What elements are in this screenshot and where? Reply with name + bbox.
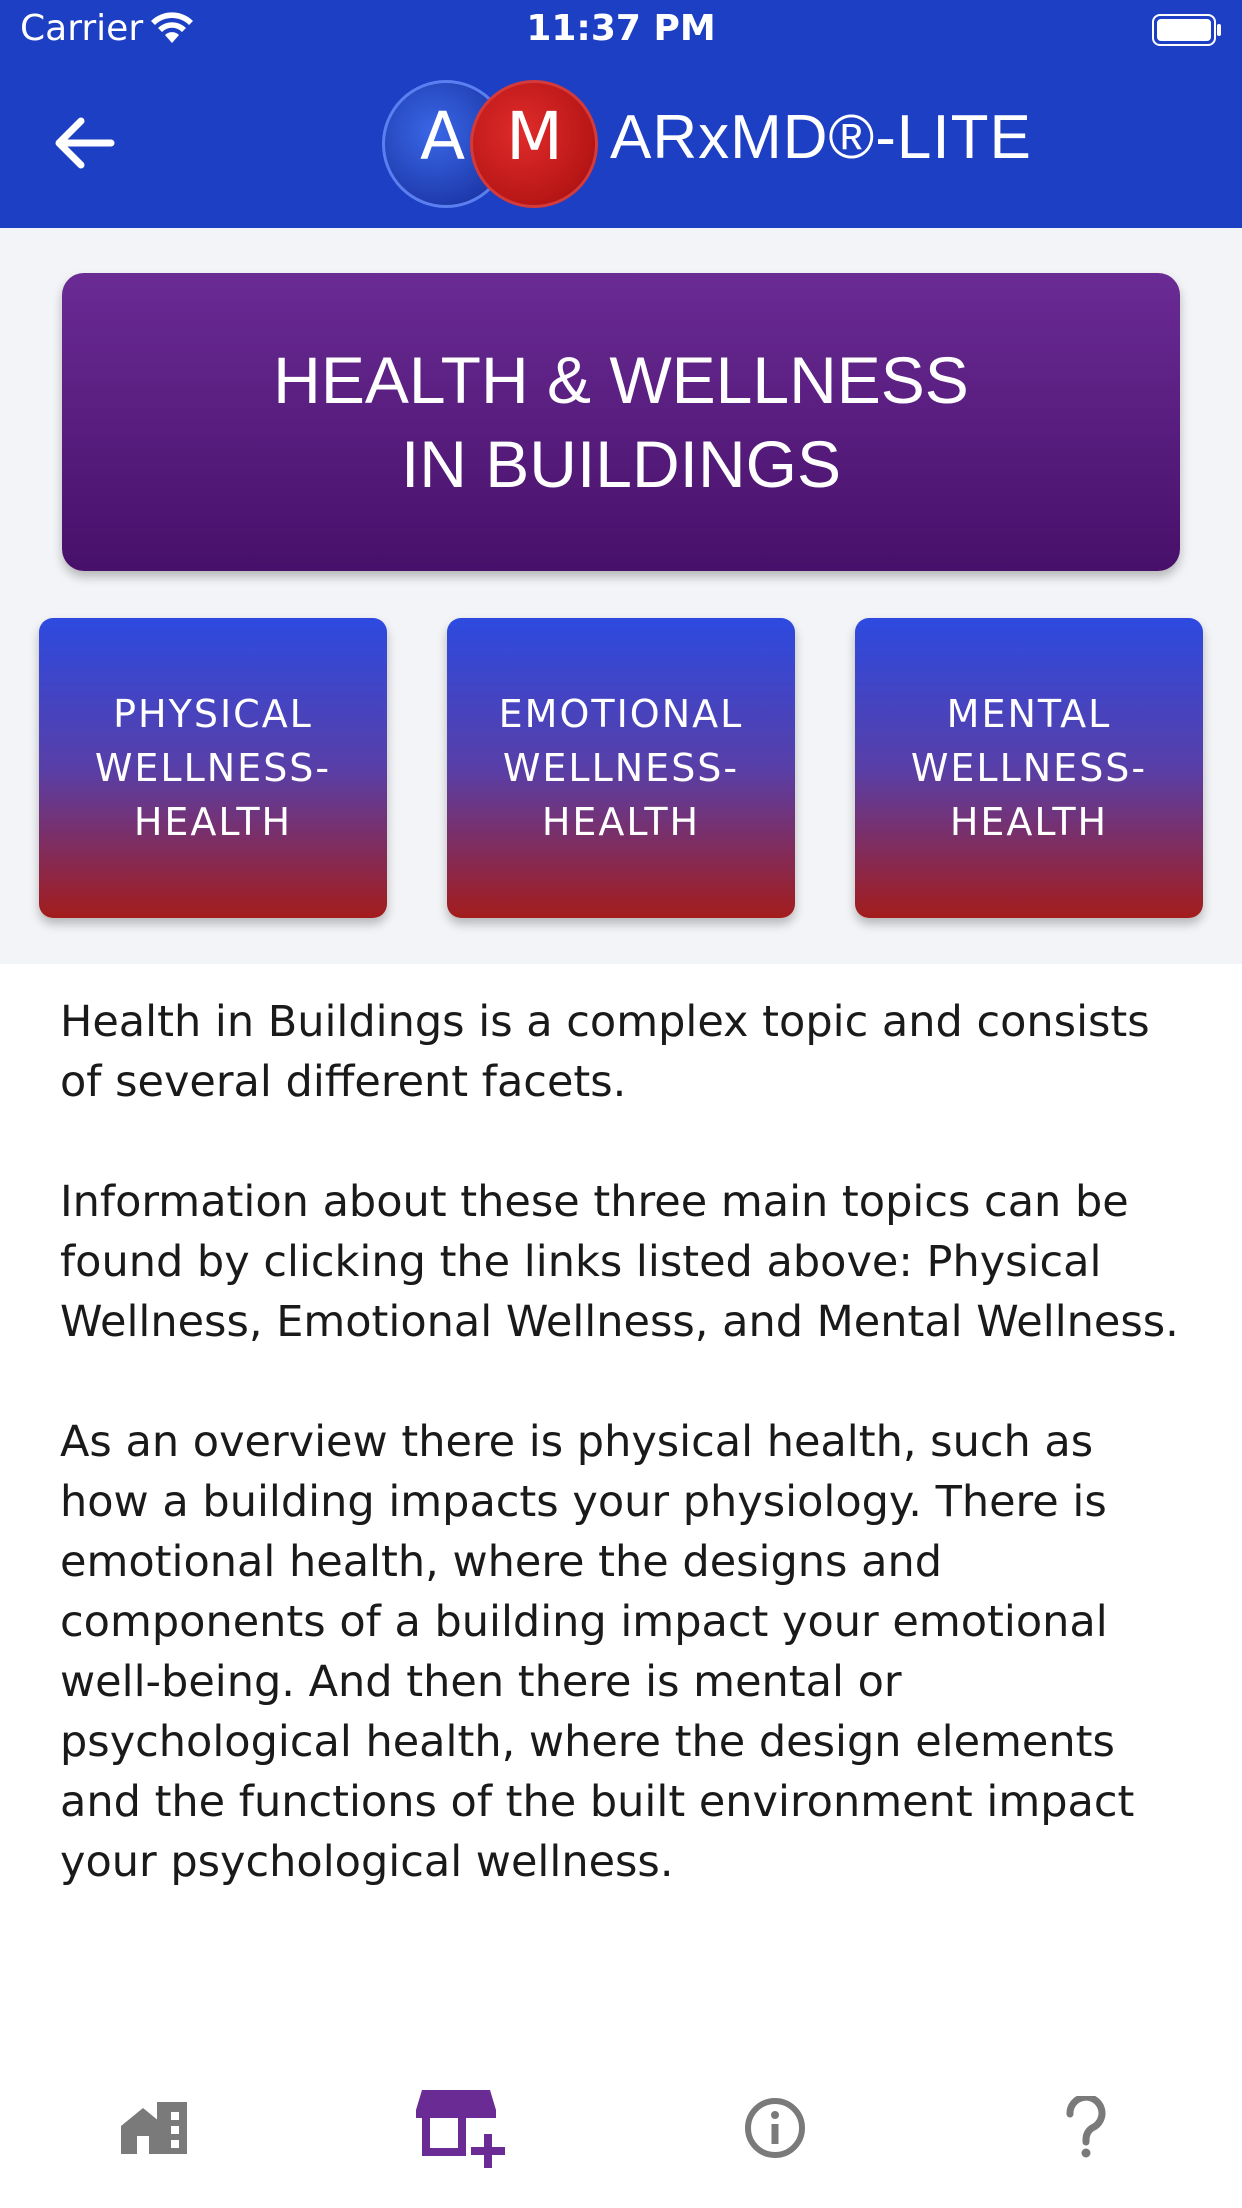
content-body <box>60 992 1190 1952</box>
banner-title-line-2: IN BUILDINGS <box>400 427 842 501</box>
card-label-line: PHYSICAL <box>113 692 313 736</box>
physical-wellness-card[interactable] <box>39 618 387 918</box>
info-icon <box>743 2096 807 2160</box>
status-time: 11:37 PM <box>526 8 716 49</box>
content-paragraph: Information about these three main topics can be found by clicking the links listed above: Physical Wellness, Emotional Wellness, and Mental Wellness. <box>60 1177 1179 1347</box>
banner-title-line-1: HEALTH & WELLNESS <box>273 343 969 417</box>
back-arrow-icon <box>51 115 115 171</box>
back-button[interactable] <box>48 108 118 178</box>
content-paragraph: As an overview there is physical health, such as how a building impacts your physiology. There is emotional health, where the designs and components of a building impact your emotional well-being. And then there is mental or psychological health, where the design elements and the functions of the built environment impact your psychological wellness. <box>60 1417 1135 1887</box>
app-logo <box>382 80 1032 210</box>
top-section <box>0 228 1242 964</box>
store-add-icon <box>414 2086 514 2170</box>
card-label-line: WELLNESS- <box>502 746 740 790</box>
card-label-line: HEALTH <box>133 800 293 844</box>
card-label-line: HEALTH <box>949 800 1109 844</box>
help-icon <box>1064 2096 1108 2160</box>
emotional-wellness-card[interactable] <box>447 618 795 918</box>
wellness-cards <box>0 618 1242 920</box>
logo-letter-a: A <box>420 98 466 175</box>
card-label-line: EMOTIONAL <box>498 692 744 736</box>
card-label-line: HEALTH <box>541 800 701 844</box>
home-building-icon <box>117 2096 193 2160</box>
content-paragraph: Health in Buildings is a complex topic and consists of several different facets. <box>60 997 1150 1107</box>
tab-store-add[interactable] <box>414 2078 514 2178</box>
app-name: ARxMD®-LITE <box>610 103 1032 172</box>
app-header <box>0 0 1242 228</box>
battery-icon <box>1152 14 1222 46</box>
card-label-line: WELLNESS- <box>910 746 1148 790</box>
card-label-line: MENTAL <box>946 692 1112 736</box>
carrier-label: Carrier <box>20 8 144 49</box>
tab-help[interactable] <box>1036 2078 1136 2178</box>
tab-bar <box>0 2040 1242 2208</box>
logo-letter-m: M <box>506 98 563 175</box>
status-bar <box>0 0 1242 60</box>
tab-info[interactable] <box>725 2078 825 2178</box>
title-banner <box>62 273 1180 571</box>
tab-home[interactable] <box>105 2078 205 2178</box>
mental-wellness-card[interactable] <box>855 618 1203 918</box>
card-label-line: WELLNESS- <box>94 746 332 790</box>
